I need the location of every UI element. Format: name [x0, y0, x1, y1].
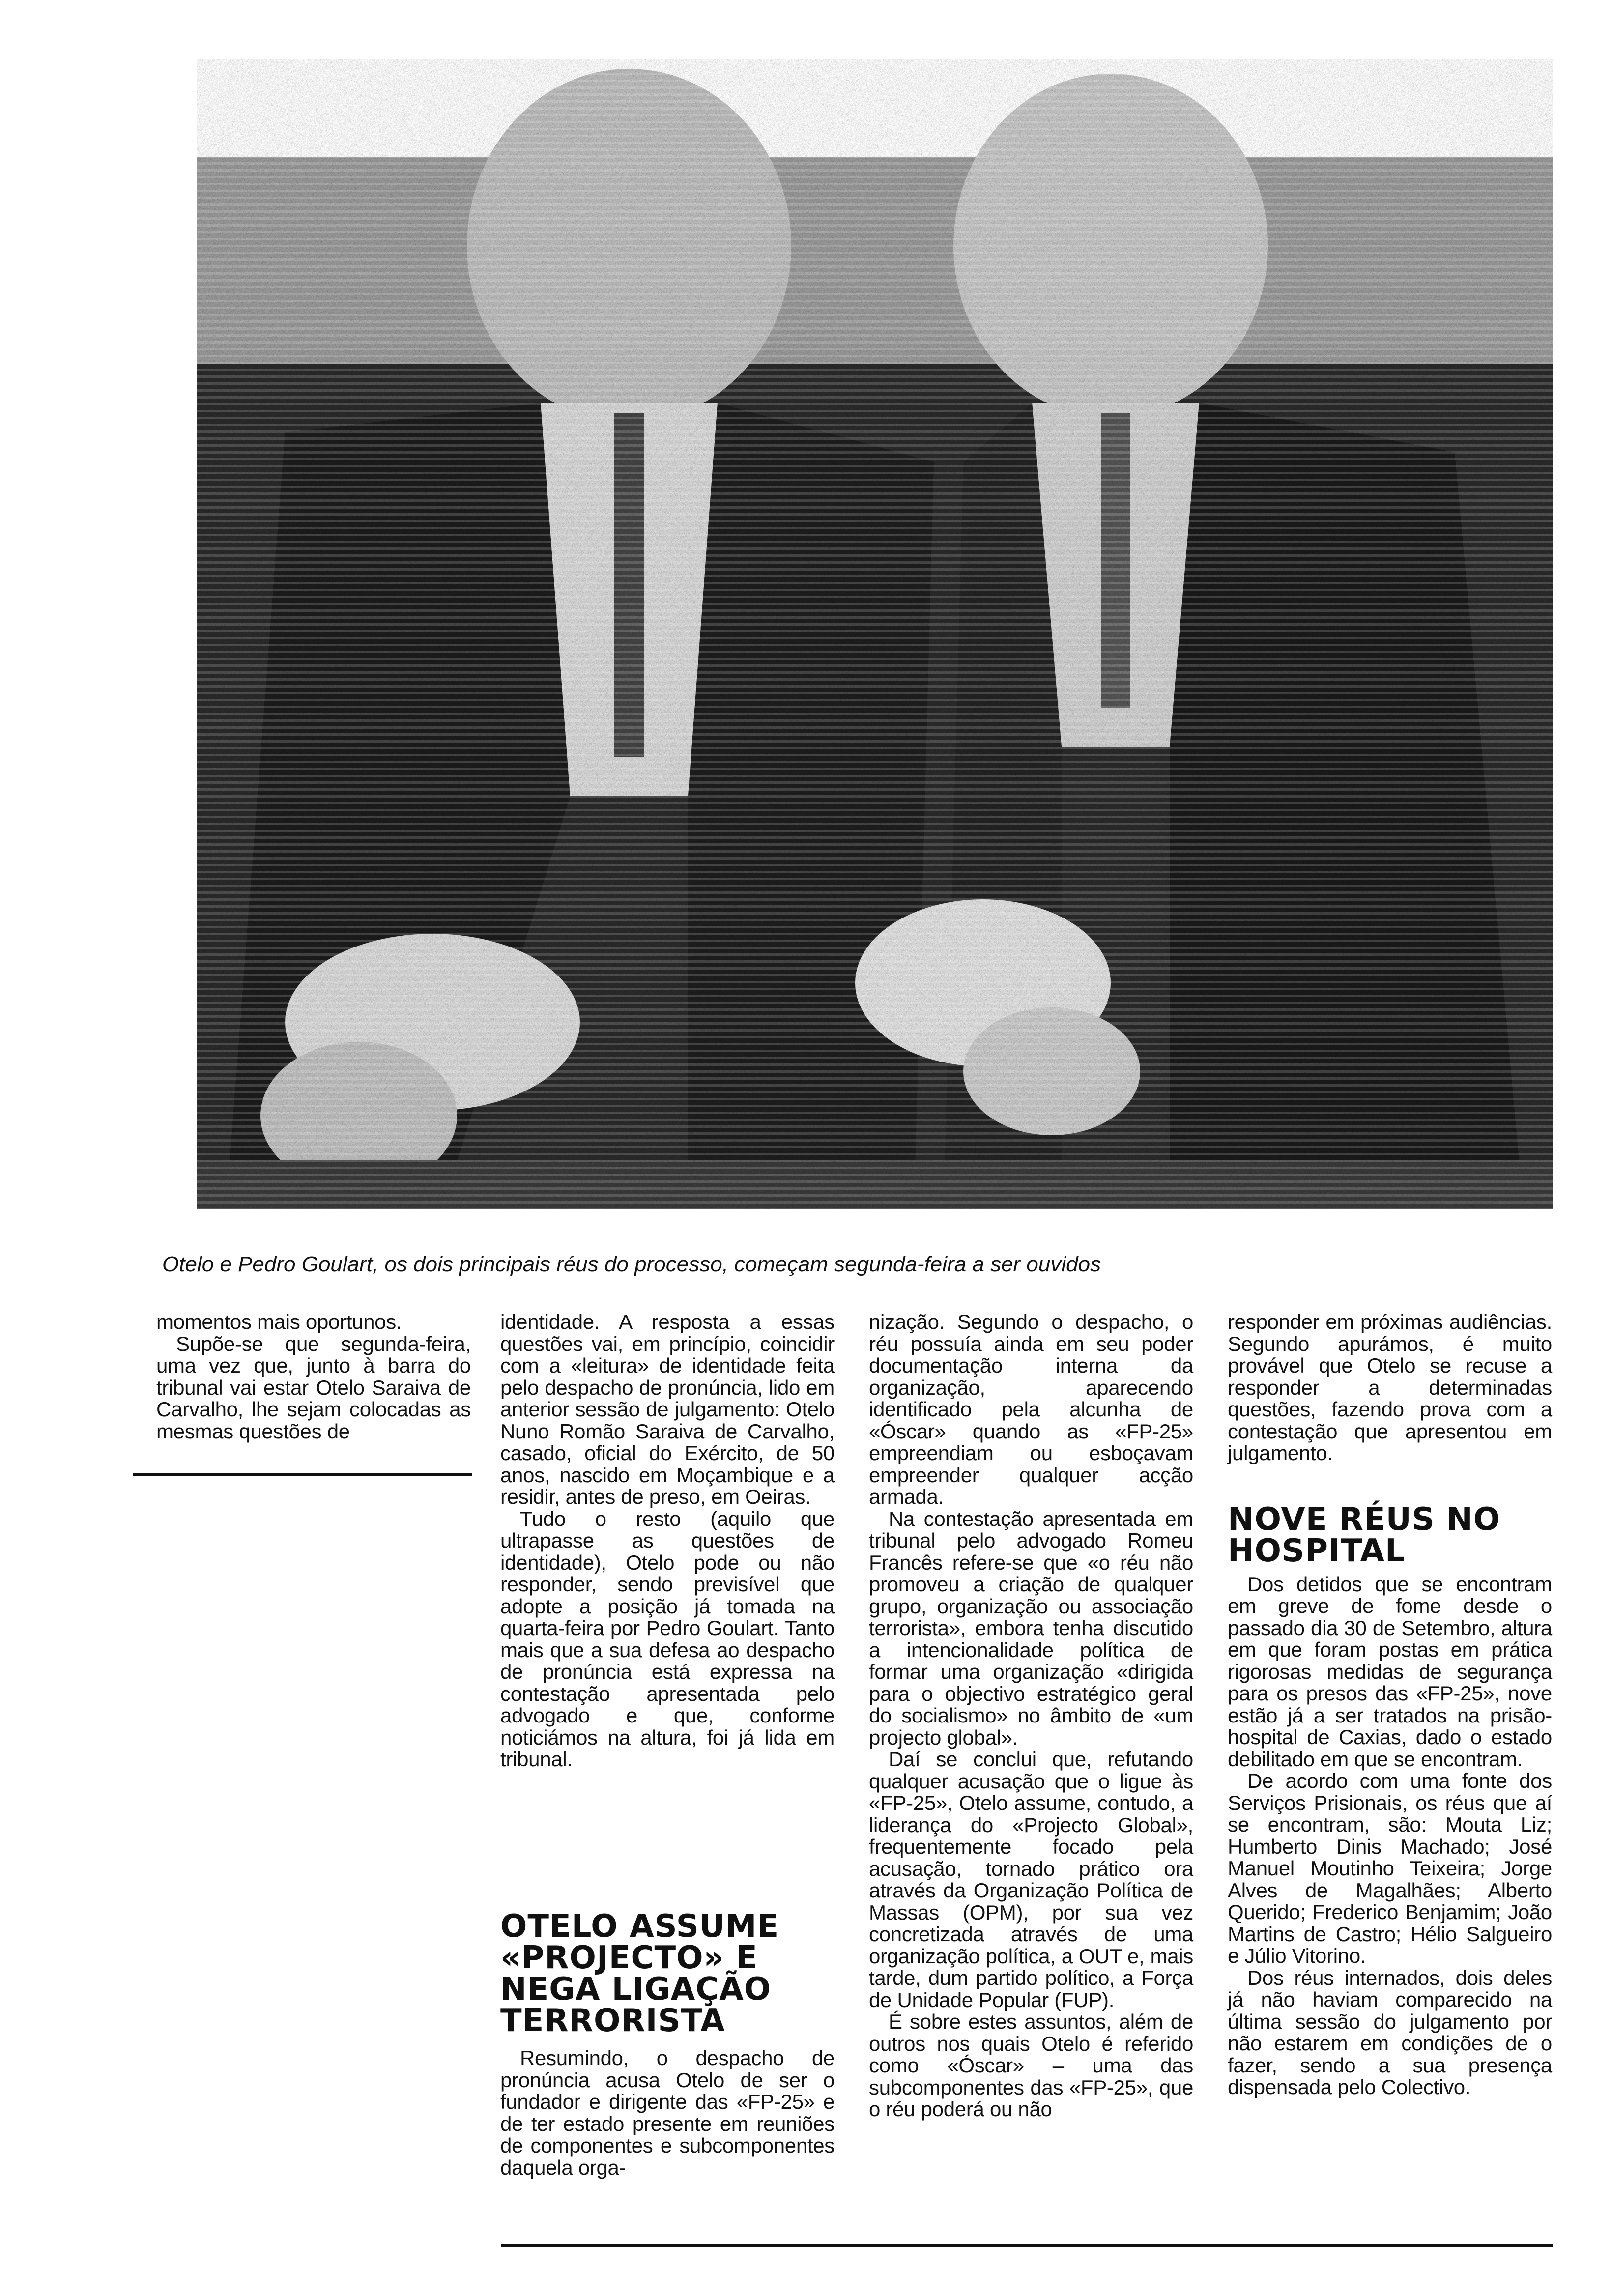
column-divider-rule: [133, 1473, 472, 1476]
column-2-lower: [500, 1908, 835, 2179]
column-4: [1228, 1311, 1552, 2098]
col3-paragraph: É sobre estes assuntos, além de outros nos quais Otelo é referido como «Óscar» – uma das subcomponentes das «FP-25», que o réu poderá ou não: [869, 2010, 1193, 2121]
col3-paragraph: nização. Segundo o despacho, o réu possuía ainda em seu poder documentação interna da organização, aparecendo identificado pela alcunha de «Óscar» quando as «FP-25» empreendiam ou esboçavam empreender qualquer acção armada.: [869, 1310, 1193, 1508]
photo-caption: Otelo e Pedro Goulart, os dois principais réus do processo, começam segunda-feira a ser ouvidos: [162, 1252, 1101, 1276]
headline-otelo-assume: OTELO ASSUME «PROJECTO» E NEGA LIGAÇÃO TERRORISTA: [500, 1908, 779, 2039]
col4-paragraph: responder em próximas audiências. Segundo apurámos, é muito provável que Otelo se recuse a responder a determinadas questões, fazendo prova com a contestação que apresentou em julgamento.: [1228, 1310, 1552, 1464]
col2-paragraph: identidade. A resposta a essas questões vai, em princípio, coincidir com a «leitura» de identidade feita pelo despacho de pronúncia, lido em anterior sessão de julgamento: Otelo Nuno Romão Saraiva de Carvalho, casado, oficial do Exército, de 50 anos, nascido em Moçambique e a residir, antes de preso, em Oeiras.: [500, 1310, 835, 1508]
col2-paragraph: Tudo o resto (aquilo que ultrapasse as questões de identidade), Otelo pode ou não responder, sendo previsível que adopte a posição já tomada na quarta-feira por Pedro Goulart. Tanto mais que a sua defesa ao despacho de pronúncia está expressa na contestação apresentada pelo advogado e que, conforme noticiámos na altura, foi já lida em tribunal.: [500, 1507, 835, 1771]
column-1: [156, 1311, 471, 1442]
news-photo: [197, 59, 1553, 1209]
col4-paragraph: De acordo com uma fonte dos Serviços Prisionais, os réus que aí se encontram, são: Mouta Liz; Humberto Dinis Machado; José Manuel Moutinho Teixeira; Jorge Alves de Magalhães; Alberto Querido; Frederico Benjamim; João Martins de Castro; Hélio Salgueiro e Júlio Vitorino.: [1228, 1769, 1552, 1967]
col4-paragraph: Dos detidos que se encontram em greve de fome desde o passado dia 30 de Setembro, altura em que foram postas em prática rigorosas medidas de segurança para os presos das «FP-25», nove estão já a ser tratados na prisão-hospital de Caxias, dado o estado debilitado em que se encontram.: [1228, 1572, 1552, 1771]
col3-paragraph: Daí se conclui que, refutando qualquer acusação que o ligue às «FP-25», Otelo assume, contudo, a liderança do «Projecto Global», frequentemente focado pela acusação, tornado prático ora através da Organização Política de Massas (OPM), por sua vez concretizada através de uma organização política, a OUT e, mais tarde, dum partido político, a Força de Unidade Popular (FUP).: [869, 1748, 1193, 2011]
col1-paragraph: momentos mais oportunos.: [156, 1310, 402, 1333]
headline-nove-reus: NOVE RÉUS NO HOSPITAL: [1228, 1501, 1501, 1569]
col3-paragraph: Na contestação apresentada em tribunal pelo advogado Romeu Francês refere-se que «o réu não promoveu a criação de qualquer grupo, organização ou associação terrorista», embora tenha discutido a intencionalidade política de formar uma organização «dirigida para o objectivo estratégico geral do socialismo» no âmbito de «um projecto global».: [869, 1507, 1193, 1749]
column-3: [869, 1311, 1193, 2121]
col2-paragraph: Resumindo, o despacho de pronúncia acusa Otelo de ser o fundador e dirigente das «FP-25» e de ter estado presente em reuniões de componentes e subcomponentes daquela orga-: [500, 2046, 835, 2179]
col4-paragraph: Dos réus internados, dois deles já não haviam comparecido na última sessão do julgamento por não estarem em condições de o fazer, sendo a sua presença dispensada pelo Colectivo.: [1228, 1966, 1552, 2098]
col1-paragraph: Supõe-se que segunda-feira, uma vez que, junto à barra do tribunal vai estar Otelo Saraiva de Carvalho, lhe sejam colocadas as mesmas questões de: [156, 1332, 471, 1443]
column-2: [500, 1311, 835, 1771]
bottom-rule: [501, 2244, 1553, 2247]
